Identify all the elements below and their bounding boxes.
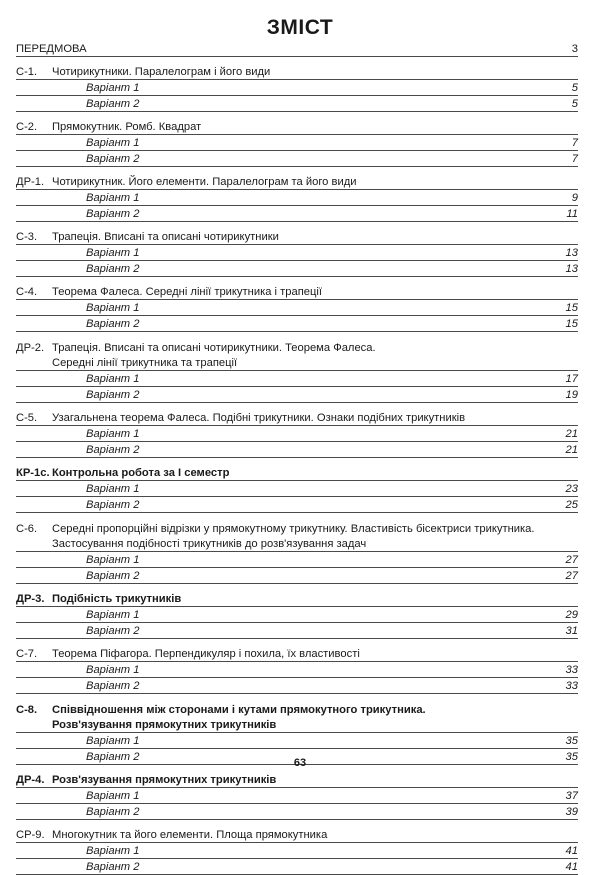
section-title-line-2: Середні лінії трикутника та трапеції — [52, 357, 238, 369]
toc-section-row[interactable] — [16, 591, 578, 607]
toc-section-row[interactable] — [16, 410, 578, 426]
variant-page: 37 — [565, 790, 578, 802]
variant-row[interactable] — [16, 80, 578, 96]
variant-row[interactable] — [16, 245, 578, 261]
toc-section — [16, 772, 578, 820]
variant-row[interactable] — [16, 804, 578, 820]
variant-page: 27 — [565, 554, 578, 566]
variant-label: Варіант 1 — [86, 192, 140, 204]
variant-page: 33 — [565, 680, 578, 692]
section-title-line-2: Застосування подібності трикутників до розв'язування задач — [52, 538, 367, 550]
toc-section — [16, 701, 578, 765]
variant-page: 11 — [566, 208, 578, 220]
toc-section — [16, 119, 578, 167]
toc-section — [16, 520, 578, 584]
variant-page: 35 — [565, 735, 578, 747]
variant-label: Варіант 2 — [86, 444, 140, 456]
variant-page: 31 — [565, 625, 578, 637]
variant-row[interactable] — [16, 497, 578, 513]
section-title: Узагальнена теорема Фалеса. Подібні трикутники. Ознаки подібних трикутників — [52, 412, 466, 424]
variant-page: 13 — [565, 247, 578, 259]
section-code: С-6. — [16, 523, 38, 535]
variant-row[interactable] — [16, 151, 578, 167]
variant-label: Варіант 1 — [86, 82, 140, 94]
variant-row[interactable] — [16, 733, 578, 749]
variant-row[interactable] — [16, 316, 578, 332]
variant-label: Варіант 2 — [86, 751, 140, 763]
variant-row[interactable] — [16, 426, 578, 442]
variant-row[interactable] — [16, 371, 578, 387]
variant-page: 21 — [565, 428, 578, 440]
variant-label: Варіант 1 — [86, 735, 140, 747]
section-code: ДР-4. — [16, 774, 45, 786]
toc-intro-label: ПЕРЕДМОВА — [16, 43, 87, 55]
toc-section — [16, 284, 578, 332]
section-code: С-8. — [16, 704, 38, 716]
section-title: Многокутник та його елементи. Площа прямокутника — [52, 829, 328, 841]
variant-label: Варіант 1 — [86, 609, 140, 621]
variant-row[interactable] — [16, 387, 578, 403]
variant-page: 7 — [571, 153, 578, 165]
page-title: ЗМІСТ — [266, 16, 334, 39]
variant-label: Варіант 2 — [86, 208, 140, 220]
toc-section — [16, 339, 578, 403]
toc-section-row[interactable] — [16, 284, 578, 300]
variant-label: Варіант 2 — [86, 153, 140, 165]
toc-section — [16, 410, 578, 458]
toc-section — [16, 827, 578, 875]
variant-page: 35 — [565, 751, 578, 763]
toc-section-row[interactable] — [16, 64, 578, 80]
section-code: СР-9. — [16, 829, 45, 841]
toc-section-row[interactable] — [16, 174, 578, 190]
variant-page: 25 — [565, 499, 578, 511]
variant-page: 13 — [565, 263, 578, 275]
variant-label: Варіант 1 — [86, 428, 140, 440]
variant-row[interactable] — [16, 623, 578, 639]
section-code: ДР-3. — [16, 593, 45, 605]
variant-page: 21 — [565, 444, 578, 456]
toc-intro-row[interactable] — [16, 41, 578, 57]
variant-row[interactable] — [16, 552, 578, 568]
section-code: С-7. — [16, 648, 38, 660]
page-number: 63 — [293, 757, 307, 769]
variant-page: 15 — [565, 318, 578, 330]
variant-row[interactable] — [16, 190, 578, 206]
variant-label: Варіант 2 — [86, 499, 140, 511]
variant-row[interactable] — [16, 859, 578, 875]
section-code: С-2. — [16, 121, 38, 133]
variant-row[interactable] — [16, 662, 578, 678]
variant-label: Варіант 2 — [86, 625, 140, 637]
section-title: Теорема Піфагора. Перпендикуляр і похила, їх властивості — [52, 648, 360, 660]
variant-row[interactable] — [16, 678, 578, 694]
section-code: С-3. — [16, 231, 38, 243]
variant-page: 19 — [565, 389, 578, 401]
toc-section — [16, 229, 578, 277]
variant-label: Варіант 2 — [86, 861, 140, 873]
variant-row[interactable] — [16, 96, 578, 112]
variant-label: Варіант 1 — [86, 845, 140, 857]
variant-row[interactable] — [16, 135, 578, 151]
section-title: Контрольна робота за І семестр — [52, 467, 230, 479]
variant-page: 29 — [565, 609, 578, 621]
toc-section-row[interactable] — [16, 520, 578, 536]
toc-section-row-continued[interactable] — [16, 355, 578, 371]
variant-label: Варіант 2 — [86, 318, 140, 330]
variant-label: Варіант 2 — [86, 680, 140, 692]
section-title: Подібність трикутників — [52, 593, 182, 605]
variant-row[interactable] — [16, 843, 578, 859]
toc-section — [16, 591, 578, 639]
toc-section-row[interactable] — [16, 465, 578, 481]
section-title: Трапеція. Вписані та описані чотирикутники — [52, 231, 279, 243]
variant-page: 5 — [571, 98, 578, 110]
variant-label: Варіант 1 — [86, 790, 140, 802]
variant-row[interactable] — [16, 300, 578, 316]
variant-label: Варіант 1 — [86, 483, 140, 495]
toc-section — [16, 64, 578, 112]
section-title: Чотирикутники. Паралелограм і його види — [52, 66, 271, 78]
section-code: ДР-2. — [16, 342, 45, 354]
section-title-line-2: Розв'язування прямокутних трикутників — [52, 719, 277, 731]
variant-label: Варіант 2 — [86, 570, 140, 582]
variant-row[interactable] — [16, 442, 578, 458]
variant-label: Варіант 1 — [86, 302, 140, 314]
variant-page: 39 — [565, 806, 578, 818]
section-title: Трапеція. Вписані та описані чотирикутники. Теорема Фалеса. — [52, 342, 376, 354]
variant-label: Варіант 1 — [86, 137, 140, 149]
variant-page: 9 — [571, 192, 578, 204]
variant-page: 41 — [565, 861, 578, 873]
section-title: Розв'язування прямокутних трикутників — [52, 774, 277, 786]
variant-page: 33 — [565, 664, 578, 676]
variant-label: Варіант 1 — [86, 247, 140, 259]
section-code: С-5. — [16, 412, 38, 424]
toc-section — [16, 174, 578, 222]
variant-page: 17 — [565, 373, 578, 385]
toc-section-row-continued[interactable] — [16, 536, 578, 552]
section-title: Співвідношення між сторонами і кутами прямокутного трикутника. — [52, 704, 426, 716]
toc-section — [16, 465, 578, 513]
variant-row[interactable] — [16, 261, 578, 277]
variant-row[interactable] — [16, 481, 578, 497]
section-title: Чотирикутник. Його елементи. Паралелограм та його види — [52, 176, 357, 188]
toc-section-row[interactable] — [16, 701, 578, 717]
section-code: С-4. — [16, 286, 38, 298]
variant-label: Варіант 1 — [86, 554, 140, 566]
variant-page: 5 — [571, 82, 578, 94]
variant-row[interactable] — [16, 568, 578, 584]
variant-label: Варіант 2 — [86, 806, 140, 818]
toc-section-row[interactable] — [16, 827, 578, 843]
variant-page: 27 — [565, 570, 578, 582]
section-title: Теорема Фалеса. Середні лінії трикутника і трапеції — [52, 286, 322, 298]
variant-label: Варіант 1 — [86, 664, 140, 676]
section-code: ДР-1. — [16, 176, 45, 188]
toc-section-row[interactable] — [16, 339, 578, 355]
variant-label: Варіант 1 — [86, 373, 140, 385]
toc-section-row[interactable] — [16, 772, 578, 788]
variant-row[interactable] — [16, 788, 578, 804]
toc-section-row[interactable] — [16, 646, 578, 662]
variant-row[interactable] — [16, 206, 578, 222]
variant-row[interactable] — [16, 607, 578, 623]
variant-page: 7 — [571, 137, 578, 149]
section-code: С-1. — [16, 66, 38, 78]
section-title: Середні пропорційні відрізки у прямокутному трикутнику. Властивість бісектриси трикутника. — [52, 523, 535, 535]
toc-intro-page: 3 — [571, 43, 578, 55]
toc-section-row[interactable] — [16, 119, 578, 135]
variant-page: 41 — [565, 845, 578, 857]
variant-label: Варіант 2 — [86, 98, 140, 110]
toc-section-row-continued[interactable] — [16, 717, 578, 733]
section-title: Прямокутник. Ромб. Квадрат — [52, 121, 202, 133]
section-code: КР-1с. — [16, 467, 50, 479]
variant-page: 23 — [565, 483, 578, 495]
toc-section — [16, 646, 578, 694]
table-of-contents — [16, 41, 578, 875]
variant-label: Варіант 2 — [86, 389, 140, 401]
variant-page: 15 — [565, 302, 578, 314]
variant-label: Варіант 2 — [86, 263, 140, 275]
toc-section-row[interactable] — [16, 229, 578, 245]
